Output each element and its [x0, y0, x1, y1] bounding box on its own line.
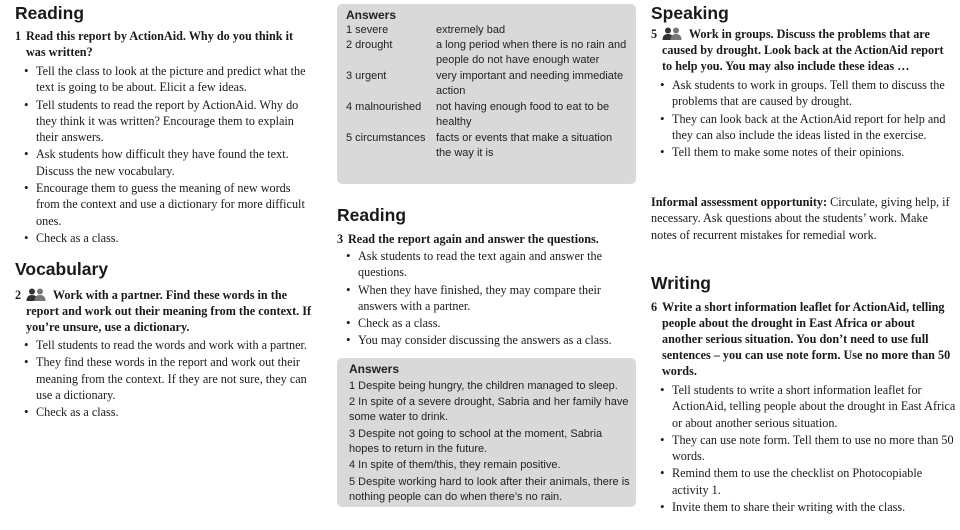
- list-item: • Tell them to make some notes of their opinions.: [651, 144, 956, 160]
- task-text: Write a short information leaflet for ActionAid, telling people about the drought in East Africa or about another serious situation. You don’t need to use full sentences – you can use note form. Use no more than 50 words.: [662, 300, 951, 378]
- answers-title: Answers: [349, 362, 400, 376]
- answer-definition: a long period when there is no rain and people do not have enough water: [436, 39, 627, 66]
- task-2-bullets: [15, 337, 315, 420]
- pair-work-icon: [26, 288, 46, 301]
- answer-line: 4 In spite of them/this, they remain positive.: [349, 459, 561, 471]
- vocabulary-heading: Vocabulary: [15, 259, 109, 279]
- answer-row: [346, 131, 628, 161]
- answer-line: 2 In spite of a severe drought, Sabria and her family have some water to drink.: [349, 396, 629, 423]
- list-item: • When they have finished, they may compare their answers with a partner.: [337, 282, 637, 315]
- answer-word: 2 drought: [346, 39, 393, 51]
- answers-title: Answers: [346, 8, 397, 22]
- answer-row: [346, 69, 628, 99]
- list-item: • Tell students to read the words and work with a partner.: [15, 337, 315, 353]
- assessment-label: Informal assessment opportunity:: [651, 195, 828, 209]
- list-item: • They can use note form. Tell them to use no more than 50 words.: [651, 432, 956, 465]
- list-item: • Check as a class.: [337, 315, 637, 331]
- task-6: [651, 299, 956, 515]
- group-work-icon: [662, 27, 682, 40]
- task-6-bullets: [651, 382, 956, 515]
- task-number: 1: [15, 29, 22, 43]
- task-3-bullets: [337, 248, 637, 349]
- task-number: 5: [651, 27, 658, 41]
- list-item: • You may consider discussing the answers as a class.: [337, 332, 637, 348]
- list-item: • Ask students to work in groups. Tell them to discuss the problems that are caused by drought.: [651, 77, 956, 110]
- assessment-text: Circulate, giving help, if necessary. Ask questions about the students’ work. Make notes of recurrent mistakes for remedial work.: [651, 195, 950, 242]
- task-5: [651, 26, 956, 160]
- task-number: 6: [651, 300, 658, 314]
- task-text: Work in groups. Discuss the problems that are caused by drought. Look back at the ActionAid report to help you. You may also include these ideas …: [662, 27, 944, 73]
- answer-row: [346, 23, 628, 38]
- list-item: • Ask students to read the text again and answer the questions.: [337, 248, 637, 281]
- list-item: • Ask students how difficult they have found the text. Discuss the new vocabulary.: [15, 146, 315, 179]
- task-text: Read this report by ActionAid. Why do you think it was written?: [26, 29, 294, 59]
- speaking-heading: Speaking: [651, 3, 729, 23]
- task-3: [337, 231, 637, 349]
- task-text: Work with a partner. Find these words in the report and work out their meaning from the context. If you’re unsure, use a dictionary.: [26, 288, 312, 334]
- list-item: • Check as a class.: [15, 404, 315, 420]
- answer-word: 5 circumstances: [346, 132, 426, 144]
- answer-definition: not having enough food to eat to be healthy: [436, 101, 610, 128]
- answers-box-reading: [337, 358, 636, 507]
- answer-word: 1 severe: [346, 24, 389, 36]
- task-2: [15, 287, 315, 420]
- answer-line: 1 Despite being hungry, the children managed to sleep.: [349, 379, 618, 392]
- list-item: • They can look back at the ActionAid report for help and they can also include the ideas listed in the exercise.: [651, 111, 956, 144]
- list-item: • Remind them to use the checklist on Photocopiable activity 1.: [651, 465, 956, 498]
- task-5-bullets: [651, 77, 956, 160]
- answer-row: [346, 38, 628, 68]
- answer-definition: very important and needing immediate action: [436, 70, 624, 97]
- answer-line: 3 Despite not going to school at the moment, Sabria hopes to return in the future.: [349, 427, 603, 455]
- writing-heading: Writing: [651, 273, 711, 293]
- answer-definition: facts or events that make a situation the way it is: [436, 132, 613, 159]
- list-item: • Tell students to read the report by ActionAid. Why do they think it was written? Encourage them to explain their answers.: [15, 97, 315, 146]
- answer-definition: extremely bad: [436, 24, 506, 36]
- task-1-bullets: [15, 63, 315, 246]
- list-item: • Invite them to share their writing with the class.: [651, 499, 956, 515]
- list-item: • They find these words in the report and work out their meaning from the context. If they are not sure, they can use a dictionary.: [15, 354, 315, 403]
- list-item: • Encourage them to guess the meaning of new words from the context and use a dictionary for more difficult ones.: [15, 180, 315, 229]
- task-text: Read the report again and answer the questions.: [348, 232, 599, 246]
- list-item: • Tell students to write a short information leaflet for ActionAid, telling people about the drought in East Africa or about another serious situation.: [651, 382, 956, 431]
- answer-row: [346, 100, 628, 130]
- assessment-note: [651, 194, 951, 243]
- answers-box-vocabulary: [337, 4, 636, 184]
- list-item: • Tell the class to look at the picture and predict what the text is going to be about. Elicit a few ideas.: [15, 63, 315, 96]
- answer-line: 5 Despite working hard to look after their animals, there is nothing people can do when there’s no rain.: [349, 475, 630, 503]
- task-5-instruction: [651, 26, 956, 74]
- task-1-instruction: [15, 28, 315, 60]
- list-item: • Check as a class.: [15, 230, 315, 246]
- task-6-instruction: [651, 299, 956, 379]
- answer-word: 4 malnourished: [346, 101, 422, 113]
- reading-heading: Reading: [15, 3, 85, 23]
- task-number: 3: [337, 232, 344, 246]
- reading-heading: Reading: [337, 205, 407, 225]
- task-2-instruction: [15, 287, 315, 335]
- task-3-instruction: [337, 231, 637, 247]
- task-number: 2: [15, 288, 22, 302]
- task-1: [15, 28, 315, 246]
- answer-word: 3 urgent: [346, 70, 387, 82]
